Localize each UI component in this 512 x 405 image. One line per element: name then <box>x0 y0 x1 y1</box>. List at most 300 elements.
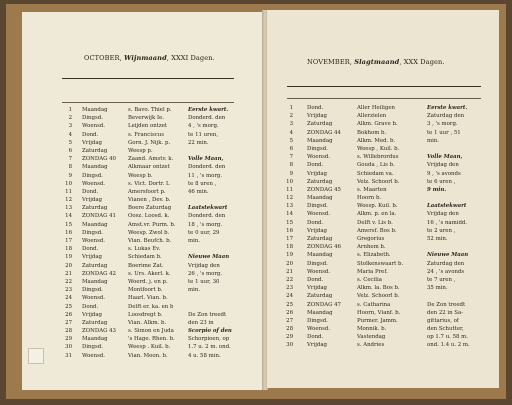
moon-note: Donderd. den <box>188 115 226 122</box>
left-day-row <box>60 172 260 180</box>
left-day-row <box>60 122 260 130</box>
weekday: Maandag <box>307 309 333 316</box>
weekday: Woensd. <box>307 154 331 161</box>
weekday: Maandag <box>307 137 333 144</box>
weekday: Dond. <box>307 276 324 283</box>
left-day-row <box>60 147 260 155</box>
weekday: Dond. <box>307 162 324 169</box>
weekday: Vrijdag <box>307 285 327 292</box>
moon-note: 9 , 's avonds <box>427 170 461 177</box>
right-day-row <box>281 219 497 227</box>
saint-or-fair: Monnik. b. <box>357 326 387 333</box>
day-number: 4 <box>289 129 293 136</box>
right-day-row <box>281 292 497 300</box>
moon-note: op 1.7 u. 58 m. <box>427 334 468 341</box>
day-number: 30 <box>286 342 293 349</box>
day-number: 29 <box>286 334 293 341</box>
weekday: Dingsd. <box>307 203 328 210</box>
november-header-pre: NOVEMBER, <box>307 58 355 66</box>
moon-note: te 7 uren , <box>427 276 456 283</box>
saint-or-fair: s. Elizabeth. <box>357 252 391 259</box>
weekday: Woensd. <box>307 211 331 218</box>
moon-note: te 6 uren , <box>427 178 456 185</box>
day-number: 23 <box>286 285 293 292</box>
weekday: Maandag <box>82 221 108 228</box>
moon-note: min. <box>188 238 201 244</box>
saint-or-fair: s. Catharina <box>357 301 391 308</box>
saint-or-fair: Amst.vr. Purm. b. <box>128 221 176 228</box>
moon-note: Vrijdag den <box>427 162 459 169</box>
weekday: Woensd. <box>307 268 331 275</box>
day-number: 30 <box>65 344 72 351</box>
right-day-row <box>281 235 497 243</box>
saint-or-fair: Vian. Moon. b. <box>128 352 168 359</box>
weekday: Zaturdag <box>307 178 333 185</box>
saint-or-fair: Woerd. j. en p. <box>128 278 168 285</box>
moon-note: te 8 uren , <box>188 180 217 187</box>
moon-note: Schorpioen, op <box>188 336 230 343</box>
left-day-row <box>60 270 260 278</box>
day-number: 10 <box>286 178 293 185</box>
day-number: 12 <box>65 197 72 204</box>
day-number: 11 <box>65 188 72 195</box>
left-day-row <box>60 114 260 122</box>
day-number: 24 <box>286 293 293 300</box>
day-number: 5 <box>68 139 72 146</box>
left-day-row <box>60 253 260 261</box>
right-day-row <box>281 104 497 112</box>
day-number: 18 <box>286 244 293 251</box>
left-day-row <box>60 245 260 253</box>
saint-or-fair: s. Bavo. Thiel p. <box>128 107 172 113</box>
saint-or-fair: Amersf. Bos b. <box>357 227 397 234</box>
moon-note: 4 u. 58 min. <box>188 352 221 359</box>
saint-or-fair: Hoorn, Vianf. b. <box>357 309 401 316</box>
moon-note: 4 , 's morg. <box>188 123 219 130</box>
weekday: ZONDAG 41 <box>82 213 116 220</box>
right-day-row <box>281 268 497 276</box>
saint-or-fair: s. Willebrordus <box>357 154 399 161</box>
weekday: Vrijdag <box>82 139 102 146</box>
moon-note: Laatstekwart <box>188 205 228 212</box>
day-number: 19 <box>65 254 72 261</box>
day-number: 1 <box>68 107 72 113</box>
saint-or-fair: Alkm. Grave b. <box>357 121 398 128</box>
moon-note: te 1 uur , 51 <box>427 129 461 136</box>
saint-or-fair: Allerzielen <box>357 113 387 120</box>
saint-or-fair: Montfoort b. <box>128 287 163 294</box>
moon-note: 26 , 's morg. <box>188 270 223 277</box>
right-day-row <box>281 153 497 161</box>
weekday: Vrijdag <box>82 311 102 318</box>
right-day-row <box>281 137 497 145</box>
november-column-rule <box>287 98 481 99</box>
weekday: Dingsd. <box>307 260 328 267</box>
day-number: 9 <box>68 172 72 179</box>
weekday: Maandag <box>82 336 108 343</box>
day-number: 16 <box>65 229 72 236</box>
weekday: Vrijdag <box>82 197 102 204</box>
day-number: 8 <box>289 162 293 169</box>
right-day-row <box>281 317 497 325</box>
moon-note: te 1 uur, 30 <box>188 278 220 285</box>
day-number: 15 <box>65 221 72 228</box>
moon-note: den Schutter, <box>427 326 464 333</box>
weekday: Zaturdag <box>82 205 108 212</box>
day-number: 23 <box>65 287 72 294</box>
saint-or-fair: Oosz. Loosd. k. <box>128 213 170 220</box>
day-number: 18 <box>65 246 72 253</box>
moon-note: Volle Maan, <box>188 156 224 163</box>
saint-or-fair: Alkm. la. Bos b. <box>357 285 400 292</box>
day-number: 3 <box>68 123 72 130</box>
saint-or-fair: Zaand. Amstv. k. <box>128 156 174 163</box>
day-number: 7 <box>289 154 293 161</box>
day-number: 22 <box>65 278 72 285</box>
saint-or-fair: Weesp . Kuil. b. <box>128 344 171 351</box>
day-number: 5 <box>289 137 293 144</box>
day-number: 3 <box>289 121 293 128</box>
day-number: 9 <box>289 170 293 177</box>
weekday: Dond. <box>82 303 99 310</box>
day-number: 2 <box>289 113 293 120</box>
right-day-row <box>281 276 497 284</box>
weekday: Dingsd. <box>82 287 103 294</box>
saint-or-fair: Vastendag <box>357 334 386 341</box>
weekday: Woensd. <box>307 326 331 333</box>
november-header-rule <box>287 86 481 87</box>
day-number: 28 <box>65 328 72 335</box>
weekday: Dingsd. <box>82 229 103 236</box>
weekday: Woensd. <box>82 238 106 244</box>
day-number: 14 <box>286 211 293 218</box>
weekday: Woensd. <box>82 295 106 302</box>
moon-note: min. <box>427 137 440 144</box>
weekday: Zaturdag <box>82 319 108 326</box>
saint-or-fair: Bokhom b. <box>357 129 387 136</box>
saint-or-fair: s. Lukas Ev. <box>128 246 161 253</box>
right-day-row <box>281 129 497 137</box>
day-number: 16 <box>286 227 293 234</box>
day-number: 25 <box>286 301 293 308</box>
saint-or-fair: s. Vict. Dortr. L <box>128 180 170 187</box>
day-number: 17 <box>286 236 293 242</box>
day-number: 22 <box>286 276 293 283</box>
november-header-post: , XXX Dagen. <box>399 58 445 66</box>
moon-note: den 23 in <box>188 319 214 326</box>
right-day-row <box>281 341 497 349</box>
november-page <box>267 10 499 388</box>
moon-note: Vrijdag den <box>427 211 459 218</box>
day-number: 12 <box>286 195 293 202</box>
saint-or-fair: Velz. Schoorl b. <box>357 293 400 300</box>
day-number: 10 <box>65 180 72 187</box>
day-number: 20 <box>286 260 293 267</box>
day-number: 13 <box>286 203 293 210</box>
weekday: Dond. <box>82 131 99 138</box>
saint-or-fair: s. Andries <box>357 342 385 349</box>
saint-or-fair: Alkm. p. en la. <box>357 211 397 218</box>
october-header <box>84 54 215 62</box>
moon-note: 22 min. <box>188 139 209 146</box>
left-day-row <box>60 343 260 351</box>
right-day-row <box>281 112 497 120</box>
weekday: Vrijdag <box>307 227 327 234</box>
left-day-row <box>60 311 260 319</box>
right-day-row <box>281 325 497 333</box>
left-day-row <box>60 327 260 335</box>
weekday: Maandag <box>82 164 108 171</box>
saint-or-fair: Arnhem b. <box>357 244 386 251</box>
right-day-row <box>281 260 497 268</box>
left-day-row <box>60 163 260 171</box>
library-sticker <box>28 348 44 364</box>
right-day-row <box>281 178 497 186</box>
day-number: 29 <box>65 336 72 343</box>
right-day-row <box>281 145 497 153</box>
weekday: Dond. <box>307 219 324 226</box>
saint-or-fair: Loosdregt b. <box>128 311 163 318</box>
moon-note: 16 , 's namidd. <box>427 219 468 226</box>
right-day-row <box>281 170 497 178</box>
saint-or-fair: s. Urs. Akerl. k. <box>128 270 171 277</box>
left-day-row <box>60 106 260 114</box>
left-day-row <box>60 188 260 196</box>
weekday: Woensd. <box>82 180 106 187</box>
moon-note: De Zon treedt <box>427 301 466 308</box>
left-day-row <box>60 352 260 360</box>
left-day-row <box>60 294 260 302</box>
saint-or-fair: Hoorn b. <box>357 195 382 202</box>
saint-or-fair: Schiedam va. <box>357 170 394 177</box>
left-day-row <box>60 131 260 139</box>
moon-note: 24 , 's avonds <box>427 268 465 275</box>
weekday: ZONDAG 45 <box>307 186 341 193</box>
moon-note: 3 , 's morg. <box>427 121 458 128</box>
moon-note: 9 min. <box>427 186 447 193</box>
weekday: Dond. <box>82 246 99 253</box>
moon-note: te 11 uren, <box>188 131 219 138</box>
saint-or-fair: Alkmaar ontzet <box>128 164 170 171</box>
left-day-row <box>60 262 260 270</box>
left-day-row <box>60 155 260 163</box>
november-day-list <box>281 104 497 350</box>
weekday: Dingsd. <box>307 317 328 324</box>
saint-or-fair: Purmer. Jamm. <box>357 317 398 324</box>
right-day-row <box>281 227 497 235</box>
moon-note: gittarius, of <box>427 317 459 324</box>
day-number: 13 <box>65 205 72 212</box>
moon-note: De Zon treedt <box>188 311 227 318</box>
left-day-row <box>60 180 260 188</box>
day-number: 24 <box>65 295 72 302</box>
moon-note: 46 min. <box>188 188 209 195</box>
saint-or-fair: Gregorius <box>357 236 385 242</box>
moon-note: Nieuwe Maan <box>427 252 469 259</box>
moon-note: te 0 uur, 29 <box>188 229 220 236</box>
saint-or-fair: Maria Pref. <box>357 268 388 275</box>
october-page <box>22 12 264 390</box>
saint-or-fair: Boere Zaturdag <box>128 205 172 212</box>
weekday: Woensd. <box>82 123 106 130</box>
moon-note: Donderd. den <box>188 213 226 220</box>
moon-note: min. <box>188 287 201 294</box>
day-number: 21 <box>65 270 72 277</box>
moon-note: 35 min. <box>427 285 448 292</box>
right-day-row <box>281 186 497 194</box>
left-day-row <box>60 229 260 237</box>
day-number: 27 <box>286 317 293 324</box>
saint-or-fair: Boerime Zat. <box>128 262 164 269</box>
right-day-row <box>281 120 497 128</box>
right-day-row <box>281 210 497 218</box>
day-number: 27 <box>65 319 72 326</box>
saint-or-fair: s. Simon en Juda <box>128 328 174 335</box>
weekday: Maandag <box>307 252 333 259</box>
day-number: 15 <box>286 219 293 226</box>
weekday: Maandag <box>82 278 108 285</box>
moon-note: 11 , 's morg. <box>188 172 223 179</box>
saint-or-fair: Vian. Alkm. b. <box>128 319 167 326</box>
right-day-row <box>281 333 497 341</box>
october-column-rule <box>62 102 234 103</box>
saint-or-fair: Amersfoort p. <box>128 188 166 195</box>
saint-or-fair: Gorn. J. Nijk. p. <box>128 139 171 146</box>
weekday: Zaturdag <box>307 121 333 128</box>
saint-or-fair: Weesp p. <box>128 147 153 154</box>
october-header-name: Wijnmaand <box>123 54 167 62</box>
moon-note: den 22 in Sa- <box>427 309 464 316</box>
saint-or-fair: Delft v. Lis b. <box>357 219 393 226</box>
left-day-row <box>60 278 260 286</box>
weekday: Dingsd. <box>82 172 103 179</box>
saint-or-fair: Velz. Schoorl b. <box>357 178 400 185</box>
day-number: 19 <box>286 252 293 259</box>
weekday: Woensd. <box>82 352 106 359</box>
weekday: Zaturdag <box>82 147 108 154</box>
november-header <box>307 58 445 66</box>
saint-or-fair: Gouda , Lis b. <box>357 162 395 169</box>
saint-or-fair: 's Hage. Rhen. b. <box>128 336 175 343</box>
moon-note: Vrijdag den <box>188 262 220 269</box>
day-number: 7 <box>68 156 72 163</box>
left-day-row <box>60 303 260 311</box>
saint-or-fair: s. Franciscus <box>128 131 164 138</box>
weekday: Zaturdag <box>307 236 333 242</box>
saint-or-fair: s. Cecilia <box>357 276 382 283</box>
october-header-rule <box>62 78 234 79</box>
right-day-row <box>281 194 497 202</box>
weekday: ZONDAG 47 <box>307 301 341 308</box>
weekday: Vrijdag <box>307 342 327 349</box>
saint-or-fair: Alkm. Med. b. <box>357 137 396 144</box>
weekday: Dond. <box>82 188 99 195</box>
saint-or-fair: Weesp b. <box>128 172 153 179</box>
moon-note: Volle Maan, <box>427 154 463 161</box>
day-number: 6 <box>68 147 72 154</box>
october-header-post: , XXXI Dagen. <box>166 54 215 62</box>
left-day-row <box>60 319 260 327</box>
weekday: Dingsd. <box>307 145 328 152</box>
moon-note: Scorpio of den <box>188 328 232 335</box>
left-day-row <box>60 237 260 245</box>
day-number: 26 <box>286 309 293 316</box>
weekday: Maandag <box>82 107 108 113</box>
saint-or-fair: Vianen , Dev. b. <box>128 197 171 204</box>
saint-or-fair: Delft er. ka. en b <box>128 303 174 310</box>
moon-note: Eerste kwart. <box>427 105 468 111</box>
weekday: ZONDAG 44 <box>307 129 341 136</box>
moon-note: Eerste kwart. <box>188 107 229 113</box>
right-day-row <box>281 284 497 292</box>
october-header-pre: OCTOBER, <box>84 54 124 62</box>
right-day-row <box>281 301 497 309</box>
weekday: Dingsd. <box>82 115 103 122</box>
saint-or-fair: Beverwijk Ie. <box>128 115 164 122</box>
day-number: 25 <box>65 303 72 310</box>
moon-note: Zaturdag den <box>427 260 465 267</box>
october-day-list <box>60 106 260 360</box>
moon-note: 52 min. <box>427 236 448 242</box>
weekday: Maandag <box>307 195 333 202</box>
day-number: 4 <box>68 131 72 138</box>
weekday: Zaturdag <box>82 262 108 269</box>
moon-note: Laatstekwart <box>427 203 467 210</box>
weekday: Vrijdag <box>82 254 102 261</box>
moon-note: te 2 uren , <box>427 227 456 234</box>
saint-or-fair: Haarl. Vian. b. <box>128 295 168 302</box>
day-number: 31 <box>65 352 72 359</box>
right-day-row <box>281 202 497 210</box>
weekday: Dond. <box>307 334 324 341</box>
november-header-name: Slagtmaand <box>354 58 400 66</box>
left-day-row <box>60 204 260 212</box>
moon-note: Nieuwe Maan <box>188 254 230 261</box>
day-number: 28 <box>286 326 293 333</box>
right-day-row <box>281 251 497 259</box>
day-number: 1 <box>289 105 293 111</box>
day-number: 17 <box>65 238 72 244</box>
weekday: Dingsd. <box>82 344 103 351</box>
weekday: ZONDAG 42 <box>82 270 116 277</box>
left-day-row <box>60 335 260 343</box>
moon-note: Zaturdag den <box>427 113 465 120</box>
day-number: 8 <box>68 164 72 171</box>
weekday: Vrijdag <box>307 113 327 120</box>
saint-or-fair: Weesp. Kuil. b. <box>357 203 398 210</box>
weekday: Dond. <box>307 105 324 111</box>
weekday: ZONDAG 40 <box>82 156 116 163</box>
right-day-row <box>281 309 497 317</box>
weekday: Vrijdag <box>307 170 327 177</box>
weekday: ZONDAG 43 <box>82 328 116 335</box>
day-number: 14 <box>65 213 72 220</box>
saint-or-fair: Aller Heiligen <box>357 105 395 111</box>
moon-note: 1.7 u. 2 m. ond. <box>188 344 231 351</box>
saint-or-fair: Leijden ontzet <box>128 123 168 130</box>
day-number: 6 <box>289 145 293 152</box>
day-number: 2 <box>68 115 72 122</box>
left-day-row <box>60 196 260 204</box>
weekday: ZONDAG 46 <box>307 244 341 251</box>
saint-or-fair: Weesp , Kuil. b. <box>357 145 400 152</box>
saint-or-fair: Schiedam b. <box>128 254 162 261</box>
moon-note: 18 , 's morg. <box>188 221 223 228</box>
left-day-row <box>60 286 260 294</box>
day-number: 26 <box>65 311 72 318</box>
day-number: 21 <box>286 268 293 275</box>
saint-or-fair: Vian. Beufch. b. <box>128 238 172 244</box>
